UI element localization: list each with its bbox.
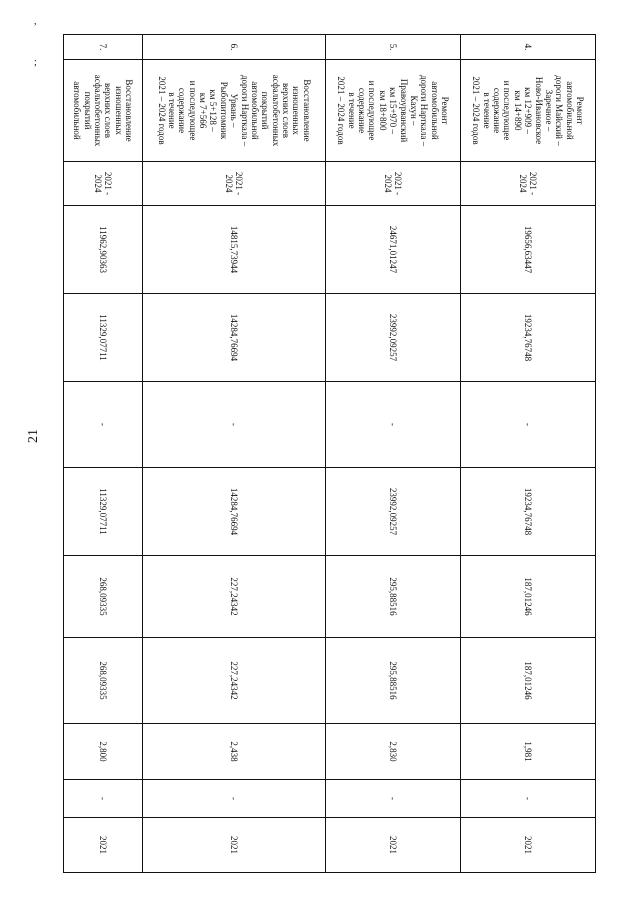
row-number: 6. xyxy=(143,35,326,60)
value-cell: 23992,09257 xyxy=(326,468,461,556)
value-cell: - xyxy=(64,382,143,468)
value-cell: 19234,76748 xyxy=(461,468,596,556)
object-name xyxy=(143,60,326,162)
name-line: содержание xyxy=(177,87,188,134)
period-cell: 2021 - 2024 xyxy=(326,162,461,206)
value-cell: - xyxy=(143,780,326,818)
value-cell: - xyxy=(64,780,143,818)
row-number: 4. xyxy=(461,35,596,60)
name-line: в течение xyxy=(167,92,178,129)
length-cell: 1,981 xyxy=(461,724,596,780)
name-line: содержание xyxy=(357,87,368,134)
name-line: Восстановление xyxy=(301,79,312,142)
name-line: и последующее xyxy=(502,80,513,141)
page-mark-second: ; xyxy=(34,57,37,68)
name-line: и последующее xyxy=(187,80,198,141)
name-line: км 12+909 – xyxy=(523,87,534,134)
name-line: км 18+800 xyxy=(377,90,388,131)
row-number: 7. xyxy=(64,35,143,60)
value-cell: 14284,76694 xyxy=(143,468,326,556)
page-number: 21 xyxy=(26,429,41,443)
name-line: км 15+970 – xyxy=(388,87,399,134)
name-line: автомобильной xyxy=(429,81,440,140)
name-line: автомобильной xyxy=(72,81,83,140)
name-line: Заречное – xyxy=(543,89,554,132)
name-line: Правоурванский xyxy=(398,78,409,143)
name-line: покрытий xyxy=(82,91,93,130)
name-line: покрытий xyxy=(260,91,271,130)
table-row xyxy=(326,35,461,873)
table-row xyxy=(143,35,326,873)
year-cell: 2021 xyxy=(461,818,596,873)
total-cost-cell: 24671,01247 xyxy=(326,206,461,294)
name-line: в течение xyxy=(346,92,357,129)
object-name xyxy=(461,60,596,162)
row-number: 5. xyxy=(326,35,461,60)
value-cell: 23992,09257 xyxy=(326,294,461,382)
name-line: км 5+128 – xyxy=(208,89,219,132)
year-cell: 2021 xyxy=(143,818,326,873)
name-line: 2021 – 2024 годов xyxy=(471,76,482,145)
value-cell: 11329,07711 xyxy=(64,294,143,382)
name-line: Рыбопитомник xyxy=(218,81,229,140)
year-cell: 2021 xyxy=(64,818,143,873)
value-cell: 227,24342 xyxy=(143,638,326,724)
length-cell: 2,830 xyxy=(326,724,461,780)
total-cost-cell: 11962,90363 xyxy=(64,206,143,294)
total-cost-cell: 14815,73944 xyxy=(143,206,326,294)
value-cell: 19234,76748 xyxy=(461,294,596,382)
value-cell: 295,88516 xyxy=(326,638,461,724)
name-line: автомобильной xyxy=(564,81,575,140)
rotated-table-container xyxy=(64,34,596,872)
name-line: изношенных xyxy=(113,86,124,135)
name-line: Восстановление xyxy=(124,79,135,142)
total-cost-cell: 19656,63447 xyxy=(461,206,596,294)
name-line: Урвань – xyxy=(229,93,240,128)
object-name xyxy=(64,60,143,162)
name-line: дороги Нарткала – xyxy=(239,74,250,147)
name-line: верхних слоев xyxy=(280,83,291,138)
year-cell: 2021 xyxy=(326,818,461,873)
name-line: 2021 – 2024 годов xyxy=(336,76,347,145)
name-line: км 7+566 xyxy=(198,92,209,129)
value-cell: 187,01246 xyxy=(461,556,596,638)
length-cell: 2,800 xyxy=(64,724,143,780)
value-cell: 268,09335 xyxy=(64,556,143,638)
name-line: км 14+890 xyxy=(512,90,523,131)
name-line: Ремонт xyxy=(439,96,450,125)
name-line: изношенных xyxy=(291,86,302,135)
value-cell: - xyxy=(326,382,461,468)
name-line: автомобильной xyxy=(249,81,260,140)
name-line: асфальтобетонных xyxy=(93,74,103,147)
name-line: дороги Майский – xyxy=(554,75,565,146)
value-cell: 227,24342 xyxy=(143,556,326,638)
value-cell: 295,88516 xyxy=(326,556,461,638)
table-row xyxy=(64,35,143,873)
length-cell: 2,438 xyxy=(143,724,326,780)
table-row xyxy=(461,35,596,873)
value-cell: - xyxy=(461,780,596,818)
name-line: Кахун – xyxy=(408,95,419,126)
value-cell: 14284,76694 xyxy=(143,294,326,382)
value-cell: 187,01246 xyxy=(461,638,596,724)
period-cell: 2021 - 2024 xyxy=(143,162,326,206)
name-line: асфальтобетонных xyxy=(270,74,281,147)
object-name xyxy=(326,60,461,162)
value-cell: - xyxy=(326,780,461,818)
name-line: Ново-Ивановское xyxy=(533,76,544,145)
works-table xyxy=(63,34,596,873)
name-line: Ремонт xyxy=(574,96,585,125)
page-mark-top: , xyxy=(34,16,37,27)
name-line: и последующее xyxy=(367,80,378,141)
name-line: верхних слоев xyxy=(103,83,114,138)
value-cell: - xyxy=(461,382,596,468)
period-cell: 2021 - 2024 xyxy=(64,162,143,206)
period-cell: 2021 - 2024 xyxy=(461,162,596,206)
name-line: дороги Нарткала – xyxy=(419,74,430,147)
name-line: содержание xyxy=(492,87,503,134)
value-cell: 11329,07711 xyxy=(64,468,143,556)
value-cell: - xyxy=(143,382,326,468)
value-cell: 268,09335 xyxy=(64,638,143,724)
name-line: 2021 – 2024 годов xyxy=(156,76,167,145)
name-line: в течение xyxy=(481,92,492,129)
